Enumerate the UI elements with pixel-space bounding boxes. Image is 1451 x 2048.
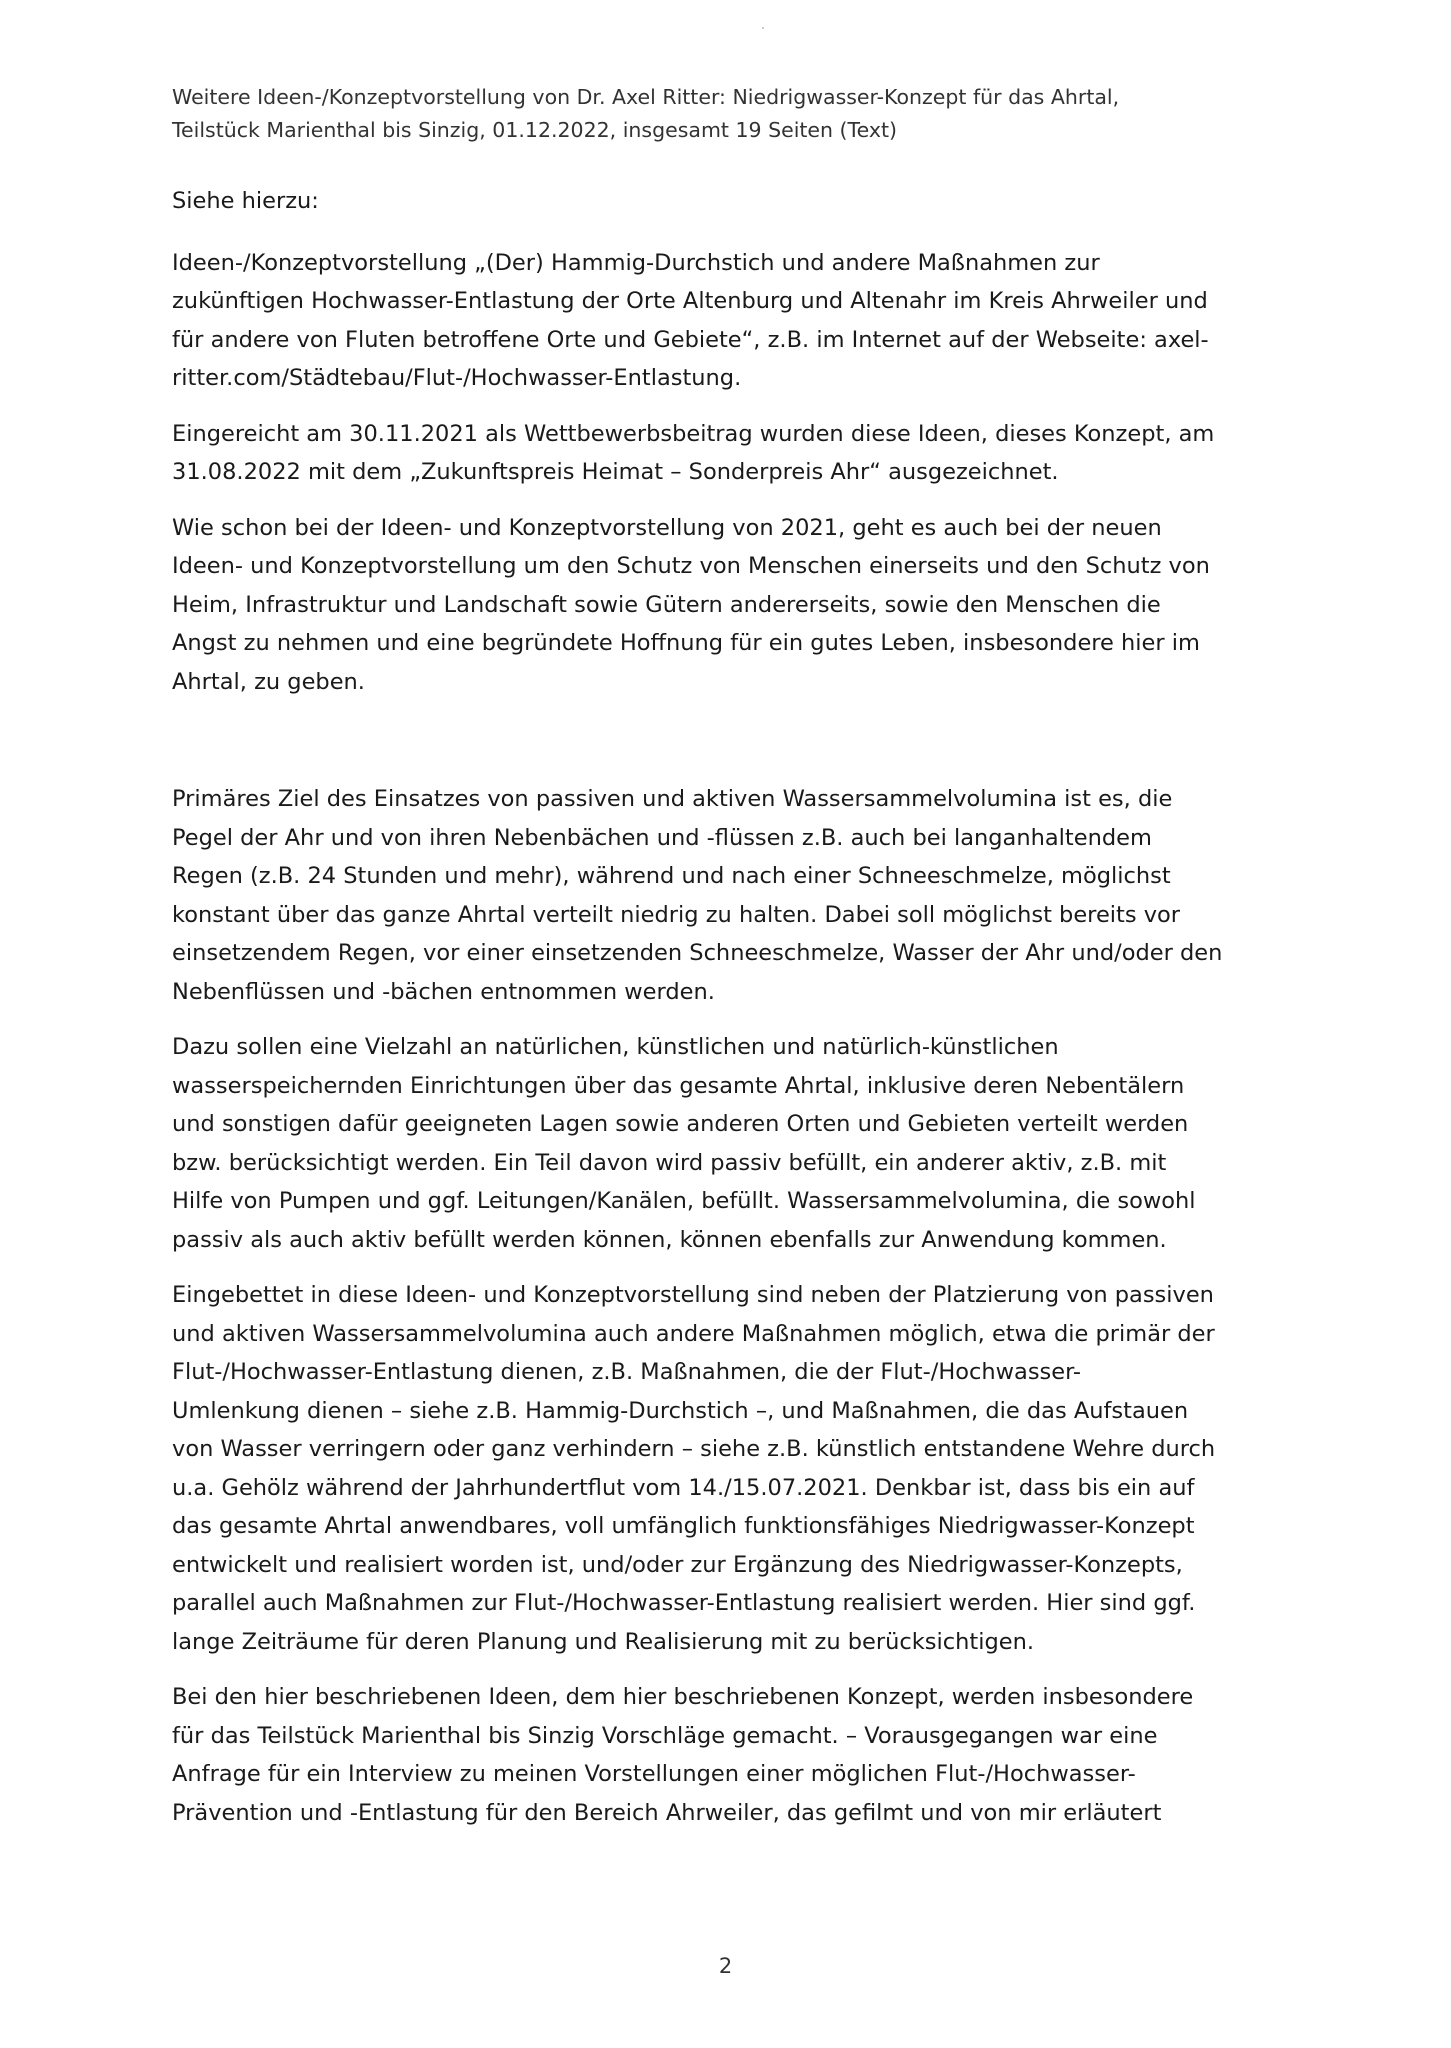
text-line: Pegel der Ahr und von ihren Nebenbächen und -flüssen z.B. auch bei langanhaltendem (172, 824, 1152, 851)
paragraph-reference-intro (172, 182, 1312, 221)
scan-speck (762, 27, 764, 29)
paragraph-other-measures (172, 1276, 1312, 1661)
text-line: das gesamte Ahrtal anwendbares, voll umfänglich funktionsfähiges Niedrigwasser-Konzept (172, 1513, 1195, 1539)
text-line: ritter.com/Städtebau/Flut-/Hochwasser-Entlastung. (172, 365, 742, 391)
text-line: konstant über das ganze Ahrtal verteilt niedrig zu halten. Dabei soll möglichst bereits vor (172, 901, 1181, 928)
text-line: Ahrtal, zu geben. (172, 668, 365, 695)
paragraph-award (172, 415, 1312, 492)
text-line: Ideen-/Konzeptvorstellung „(Der) Hammig-Durchstich und andere Maßnahmen zur (172, 249, 1100, 276)
paragraph-marienthal-sinzig (172, 1678, 1312, 1832)
text-line: 31.08.2022 mit dem „Zukunftspreis Heimat – Sonderpreis Ahr“ ausgezeichnet. (172, 459, 1059, 485)
paragraph-protection (172, 509, 1312, 702)
page-number: 2 (718, 1954, 733, 1978)
paragraph-storage-facilities (172, 1028, 1312, 1259)
text-line: Primäres Ziel des Einsatzes von passiven und aktiven Wassersammelvolumina ist es, die (172, 786, 1173, 812)
text-line: Anfrage für ein Interview zu meinen Vorstellungen einer möglichen Flut-/Hochwasser- (172, 1761, 1136, 1787)
text-line: wasserspeichernden Einrichtungen über das gesamte Ahrtal, inklusive deren Nebentälern (172, 1072, 1185, 1099)
text-line: Prävention und -Entlastung für den Bereich Ahrweiler, das gefilmt und von mir erläutert (172, 1799, 1162, 1826)
text-line: Umlenkung dienen – siehe z.B. Hammig-Durchstich –, und Maßnahmen, die das Aufstauen (172, 1397, 1189, 1424)
header-line-1: Weitere Ideen-/Konzeptvorstellung von Dr. Axel Ritter: Niedrigwasser-Konzept für das Ahrtal, (172, 85, 1120, 109)
paragraph-reference (172, 244, 1312, 398)
text-line: Regen (z.B. 24 Stunden und mehr), während und nach einer Schneeschmelze, möglichst (172, 863, 1171, 889)
text-line: Eingereicht am 30.11.2021 als Wettbewerbsbeitrag wurden diese Ideen, dieses Konzept, am (172, 420, 1215, 447)
text-line: Hilfe von Pumpen und ggf. Leitungen/Kanälen, befüllt. Wassersammelvolumina, die sowohl (172, 1188, 1196, 1214)
paragraph-primary-goal (172, 780, 1312, 1011)
text-line: bzw. berücksichtigt werden. Ein Teil davon wird passiv befüllt, ein anderer aktiv, z.B. mit (172, 1149, 1167, 1176)
text-line: passiv als auch aktiv befüllt werden können, können ebenfalls zur Anwendung kommen. (172, 1226, 1167, 1253)
text-line: Ideen- und Konzeptvorstellung um den Schutz von Menschen einerseits und den Schutz von (172, 553, 1210, 579)
text-line: Heim, Infrastruktur und Landschaft sowie Gütern andererseits, sowie den Menschen die (172, 591, 1161, 618)
document-header (172, 81, 1302, 147)
text-line: und aktiven Wassersammelvolumina auch andere Maßnahmen möglich, etwa die primär der (172, 1320, 1215, 1347)
document-body (172, 182, 1312, 1832)
text-line: Nebenflüssen und -bächen entnommen werden. (172, 978, 715, 1005)
text-line: Siehe hierzu: (172, 188, 319, 214)
text-line: und sonstigen dafür geeigneten Lagen sowie anderen Orten und Gebieten verteilt werden (172, 1111, 1189, 1137)
text-line: Angst zu nehmen und eine begründete Hoffnung für ein gutes Leben, insbesondere hier im (172, 630, 1200, 656)
text-line: u.a. Gehölz während der Jahrhundertflut vom 14./15.07.2021. Denkbar ist, dass bis ein auf (172, 1474, 1195, 1501)
text-line: Flut-/Hochwasser-Entlastung dienen, z.B. Maßnahmen, die der Flut-/Hochwasser- (172, 1359, 1082, 1385)
header-line-2: Teilstück Marienthal bis Sinzig, 01.12.2022, insgesamt 19 Seiten (Text) (172, 118, 898, 142)
text-line: Dazu sollen eine Vielzahl an natürlichen, künstlichen und natürlich-künstlichen (172, 1034, 1059, 1060)
text-line: für das Teilstück Marienthal bis Sinzig Vorschläge gemacht. – Vorausgegangen war eine (172, 1722, 1158, 1749)
text-line: Bei den hier beschriebenen Ideen, dem hier beschriebenen Konzept, werden insbesondere (172, 1684, 1194, 1710)
text-line: entwickelt und realisiert worden ist, und/oder zur Ergänzung des Niedrigwasser-Konzepts, (172, 1551, 1183, 1578)
text-line: für andere von Fluten betroffene Orte und Gebiete“, z.B. im Internet auf der Webseite: axel- (172, 326, 1209, 353)
text-line: lange Zeiträume für deren Planung und Realisierung mit zu berücksichtigen. (172, 1628, 1035, 1655)
text-line: von Wasser verringern oder ganz verhindern – siehe z.B. künstlich entstandene Wehre durch (172, 1436, 1216, 1462)
text-line: Wie schon bei der Ideen- und Konzeptvorstellung von 2021, geht es auch bei der neuen (172, 514, 1162, 541)
text-line: Eingebettet in diese Ideen- und Konzeptvorstellung sind neben der Platzierung von passiven (172, 1282, 1214, 1308)
text-line: parallel auch Maßnahmen zur Flut-/Hochwasser-Entlastung realisiert werden. Hier sind ggf. (172, 1590, 1196, 1616)
text-line: zukünftigen Hochwasser-Entlastung der Orte Altenburg und Altenahr im Kreis Ahrweiler und (172, 288, 1208, 314)
text-line: einsetzendem Regen, vor einer einsetzenden Schneeschmelze, Wasser der Ahr und/oder den (172, 940, 1223, 966)
